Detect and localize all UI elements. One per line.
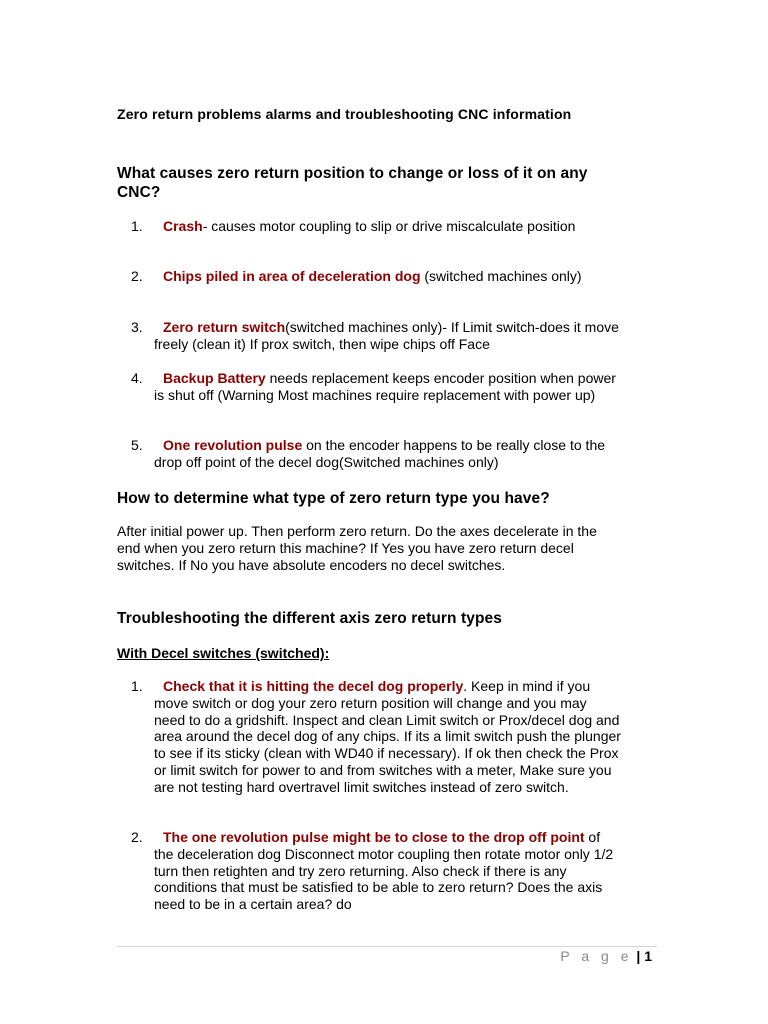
list-item [131, 678, 621, 796]
list-number: 3. [131, 319, 143, 335]
list-item [131, 218, 621, 235]
question-heading-causes: What causes zero return position to change or loss of it on any CNC? [117, 165, 588, 201]
list-item-text: of the deceleration dog Disconnect motor coupling then rotate motor only 1/2 turn then retighten and try zero returning. Also check if there is any conditions that must be satisfied to be able to zero return? Does the axis need to be in a certain area? do [154, 829, 614, 913]
footer-divider [117, 946, 657, 947]
list-number: 1. [131, 218, 143, 234]
body-paragraph: After initial power up. Then perform zero return. Do the axes decelerate in the end when you zero return this machine? If Yes you have zero return decel switches. If No you have absolute encoders no decel switches. [117, 523, 597, 573]
subheading-decel-switches: With Decel switches (switched): [117, 645, 330, 661]
list-item [131, 319, 621, 353]
page-separator: | [636, 948, 641, 964]
question-heading-type: How to determine what type of zero return type you have? [117, 490, 550, 507]
list-item-text: needs replacement keeps encoder position when power is shut off (Warning Most machines require replacement with power up) [154, 370, 616, 403]
list-item-key: Crash [163, 218, 203, 234]
list-item-key: Backup Battery [163, 370, 266, 386]
page-number: 1 [644, 948, 652, 964]
list-item-key: The one revolution pulse might be to close to the drop off point [163, 829, 585, 845]
list-item [131, 370, 621, 404]
list-item-text: on the encoder happens to be really close to the drop off point of the decel dog(Switched machines only) [154, 437, 606, 470]
list-number: 2. [131, 268, 143, 284]
list-item-key: Check that it is hitting the decel dog properly [163, 678, 464, 694]
list-item-key: Zero return switch [163, 319, 286, 335]
page-footer [560, 948, 652, 964]
list-item [131, 829, 621, 913]
list-item [131, 437, 621, 471]
list-item [131, 268, 621, 285]
list-number: 1. [131, 678, 143, 694]
list-item-text: (switched machines only)- If Limit switch-does it move freely (clean it) If prox switch, then wipe chips off Face [154, 319, 619, 352]
list-number: 2. [131, 829, 143, 845]
list-item-text: . Keep in mind if you move switch or dog your zero return position will change and you may need to do a gridshift. Inspect and clean Limit switch or Prox/decel dog and area around the decel dog of any chips. If its a limit switch push the plunger to see if its sticky (clean with WD40 if necessary). If ok then check the Prox or limit switch for power to and from switches with a meter, Make sure you are not testing hard overtravel limit switches instead of zero switch. [154, 678, 621, 795]
list-item-text: - causes motor coupling to slip or drive miscalculate position [202, 218, 576, 234]
list-number: 5. [131, 437, 143, 453]
section-heading-troubleshooting: Troubleshooting the different axis zero return types [117, 610, 503, 627]
document-title: Zero return problems alarms and troubleshooting CNC information [117, 106, 572, 122]
list-item-key: Chips piled in area of deceleration dog [163, 268, 421, 284]
list-item-key: One revolution pulse [163, 437, 303, 453]
list-item-text: (switched machines only) [420, 268, 582, 284]
list-number: 4. [131, 370, 143, 386]
page-label: P a g e [560, 948, 633, 964]
